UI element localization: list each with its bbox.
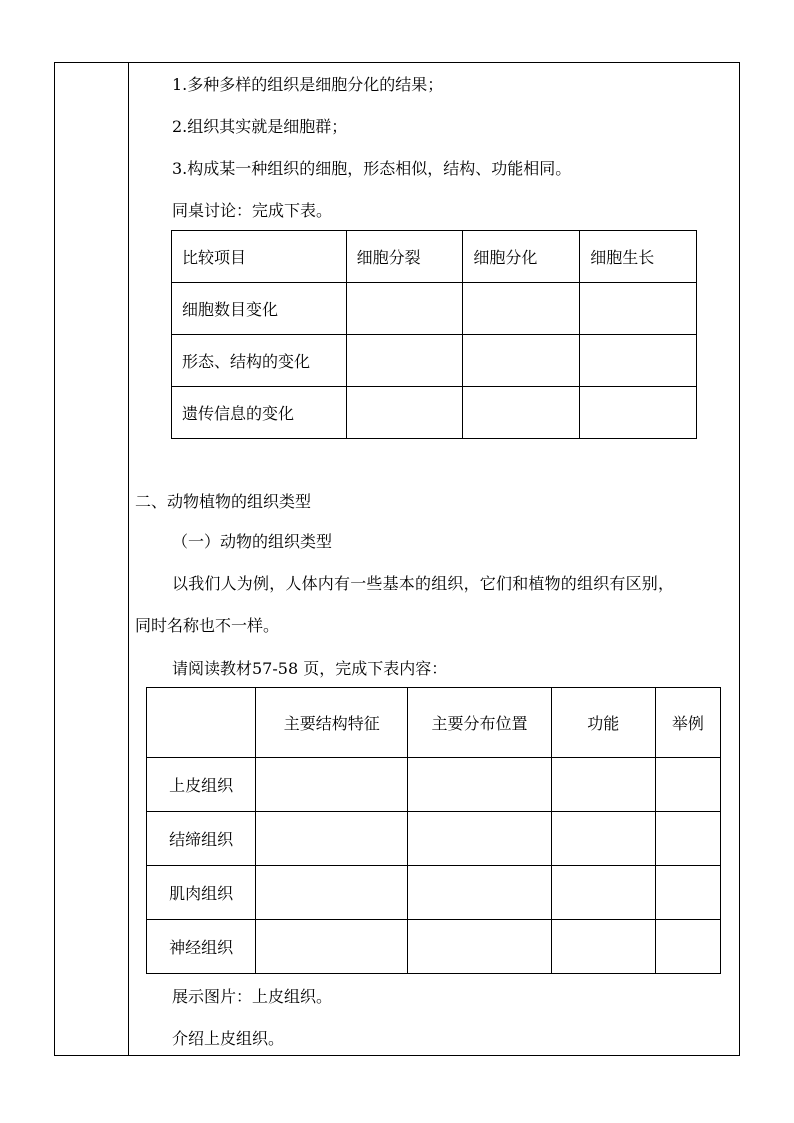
blank-cell[interactable] [551,758,655,812]
show-image-note: 展示图片：上皮组织。 [172,987,333,1006]
discussion-prompt: 同桌讨论：完成下表。 [172,201,333,220]
header-cell: 细胞生长 [580,231,697,283]
blank-cell[interactable] [256,758,408,812]
header-cell [147,688,256,758]
paragraph-line-2: 同时名称也不一样。 [135,616,280,635]
blank-cell[interactable] [408,812,551,866]
blank-cell[interactable] [256,812,408,866]
row-label: 结缔组织 [147,812,256,866]
tissue-table [146,687,721,974]
blank-cell[interactable] [655,866,720,920]
paragraph-line-1: 以我们人为例，人体内有一些基本的组织，它们和植物的组织有区别， [172,574,675,593]
blank-cell[interactable] [463,387,580,439]
table-header-row [172,231,697,283]
header-cell: 功能 [551,688,655,758]
point-1: 1.多种多样的组织是细胞分化的结果； [172,75,444,94]
blank-cell[interactable] [551,866,655,920]
header-cell: 举例 [655,688,720,758]
table-row [147,920,721,974]
row-label: 肌肉组织 [147,866,256,920]
blank-cell[interactable] [551,920,655,974]
subsection-title: （一）动物的组织类型 [172,532,333,551]
table-row [172,335,697,387]
row-label: 神经组织 [147,920,256,974]
blank-cell[interactable] [655,920,720,974]
blank-cell[interactable] [256,866,408,920]
blank-cell[interactable] [580,335,697,387]
table-row [147,758,721,812]
blank-cell[interactable] [256,920,408,974]
column-divider [128,63,129,1055]
blank-cell[interactable] [655,758,720,812]
introduce-note: 介绍上皮组织。 [172,1029,285,1048]
blank-cell[interactable] [408,920,551,974]
blank-cell[interactable] [408,758,551,812]
table-header-row [147,688,721,758]
table-row [147,866,721,920]
header-cell: 细胞分化 [463,231,580,283]
blank-cell[interactable] [463,335,580,387]
blank-cell[interactable] [408,866,551,920]
header-cell: 比较项目 [172,231,347,283]
row-label: 细胞数目变化 [172,283,347,335]
blank-cell[interactable] [463,283,580,335]
table-row [147,812,721,866]
blank-cell[interactable] [580,283,697,335]
point-3: 3.构成某一种组织的细胞，形态相似，结构、功能相同。 [172,159,572,178]
comparison-table [171,230,697,439]
header-cell: 细胞分裂 [346,231,463,283]
header-cell: 主要分布位置 [408,688,551,758]
blank-cell[interactable] [551,812,655,866]
blank-cell[interactable] [346,283,463,335]
row-label: 遗传信息的变化 [172,387,347,439]
table-row [172,387,697,439]
row-label: 上皮组织 [147,758,256,812]
blank-cell[interactable] [346,387,463,439]
header-cell: 主要结构特征 [256,688,408,758]
point-2: 2.组织其实就是细胞群； [172,117,348,136]
table-row [172,283,697,335]
blank-cell[interactable] [655,812,720,866]
reading-instruction: 请阅读教材57-58 页，完成下表内容： [172,659,448,678]
section-title: 二、动物植物的组织类型 [135,492,312,511]
blank-cell[interactable] [346,335,463,387]
row-label: 形态、结构的变化 [172,335,347,387]
blank-cell[interactable] [580,387,697,439]
